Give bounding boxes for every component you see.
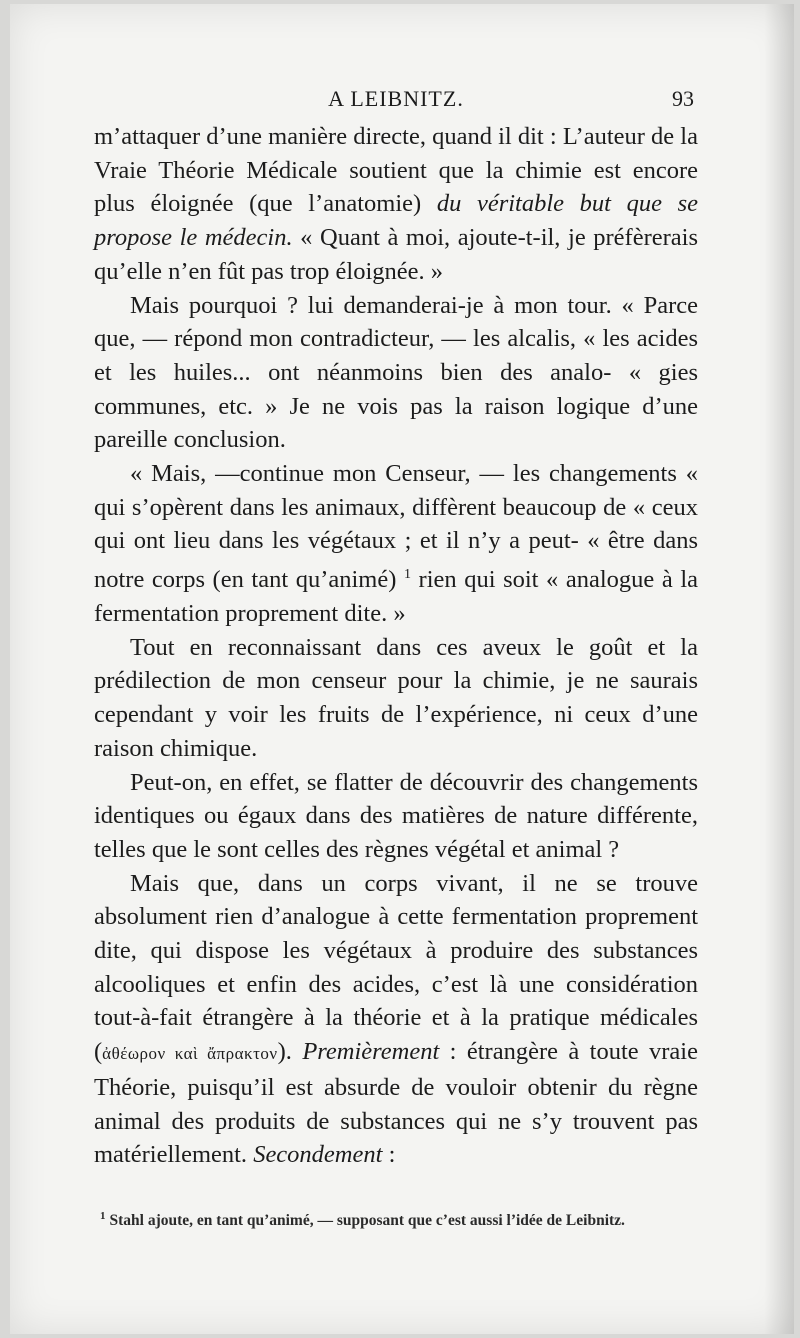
footnote-mark: 1 xyxy=(100,1210,106,1222)
body-text xyxy=(94,120,698,1172)
greek-text: ἀθέωρον καὶ ἄπρακτον xyxy=(102,1044,278,1064)
text-run: ). xyxy=(277,1038,303,1066)
text-run: Mais que, dans un corps vivant, il ne se trouve absolument rien d’analogue à cette fermentation proprement dite, qui dispose les végétaux à produire des substances alcooliques et enfin des acides, c’est là une considération tout-à-fait étrangère à la théorie et à la pratique médicales ( xyxy=(94,869,698,1066)
paragraph xyxy=(94,289,698,458)
text-run: « Mais, —continue mon Censeur, — les changements « qui s’opèrent dans les animaux, diffèrent beaucoup de « ceux qui ont lieu dans les végétaux ; et il n’y a peut- « être dans notre corps (en tant qu’animé) xyxy=(94,460,698,594)
paragraph xyxy=(94,766,698,867)
text-run: « Quant à moi, ajoute-t-il, je préfèrerais qu’elle n’en fût pas trop éloignée. » xyxy=(94,224,698,285)
page-edge-shadow xyxy=(764,4,794,1334)
footnote-text: Stahl ajoute, en tant qu’animé, — supposant que c’est aussi l’idée de Leibnitz. xyxy=(109,1212,625,1230)
paragraph xyxy=(94,120,698,289)
italic-text: Premièrement xyxy=(302,1038,440,1066)
paragraph xyxy=(94,631,698,766)
page-number: 93 xyxy=(672,86,694,111)
paragraph xyxy=(94,867,698,1172)
text-run: rien qui soit « analogue à la fermentation proprement dite. » xyxy=(94,566,699,627)
text-run: Tout en reconnaissant dans ces aveux le goût et la prédilection de mon censeur pour la chimie, je ne saurais cependant y voir les fruits de l’expérience, ni ceux d’une raison chimique. xyxy=(94,633,698,762)
running-head: A LEIBNITZ. xyxy=(328,86,464,111)
paragraph xyxy=(94,457,698,631)
text-run: : xyxy=(382,1141,396,1169)
text-run: : étrangère à toute vraie Théorie, puisqu’il est absurde de vouloir obtenir du règne animal des produits de substances qui ne s’y trouvent pas matériellement. xyxy=(94,1038,698,1169)
italic-text: Secondement xyxy=(253,1141,383,1169)
text-run: m’attaquer d’une manière directe, quand il dit : L’auteur de la Vraie Théorie Médicale soutient que la chimie est encore plus éloignée (que l’anatomie) xyxy=(94,123,698,218)
text-run: Mais pourquoi ? lui demanderai-je à mon tour. « Parce que, — répond mon contradicteur, — les alcalis, « les acides et les huiles... ont néanmoins bien des analo- « gies communes, etc. » Je ne vois pas la raison logique d’une pareille conclusion. xyxy=(94,291,698,454)
footnote xyxy=(94,1204,698,1233)
text-run: Peut-on, en effet, se flatter de découvrir des changements identiques ou égaux dans des matières de nature différente, telles que le sont celles des règnes végétal et animal ? xyxy=(94,768,698,863)
italic-text: du véritable but que se propose le médecin. xyxy=(94,190,699,252)
footnote-ref: 1 xyxy=(403,567,411,583)
page-header xyxy=(94,86,698,116)
